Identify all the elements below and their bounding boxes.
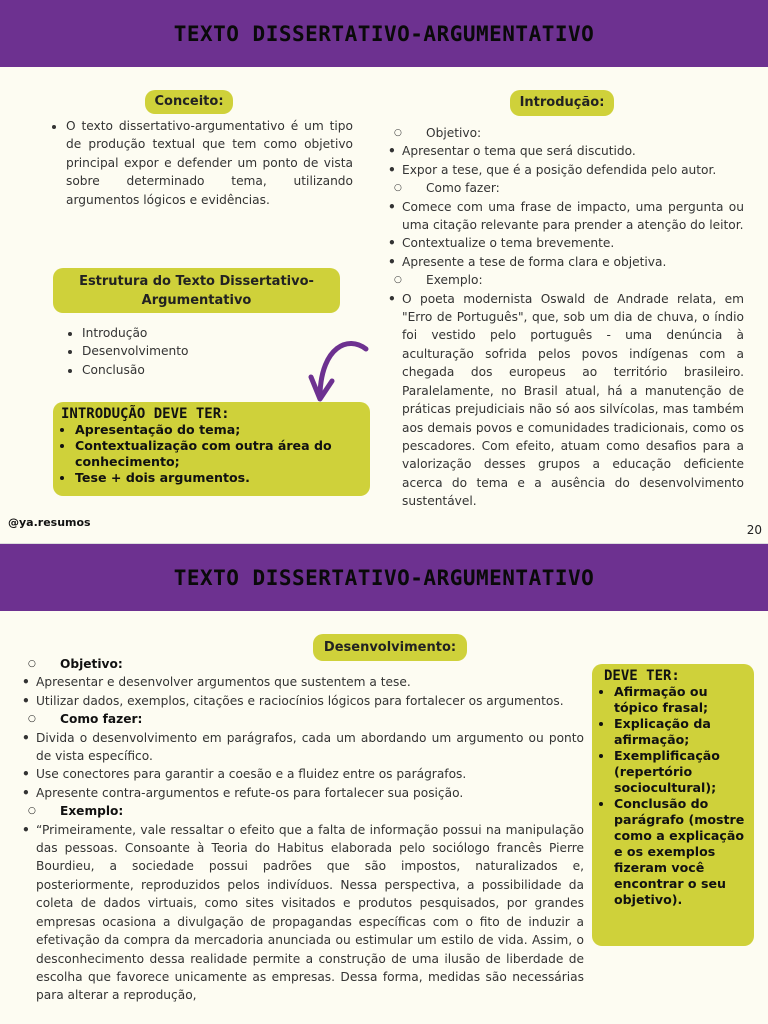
desenvolvimento-objetivo-label: ○ Objetivo:	[22, 655, 584, 673]
banner-title: TEXTO DISSERTATIVO-ARGUMENTATIVO	[173, 565, 595, 590]
desenvolvimento-como-label: ○ Como fazer:	[22, 710, 584, 728]
introducao-como-item: • Apresente a tese de forma clara e objetiva.	[388, 253, 744, 271]
estrutura-item: • Desenvolvimento	[82, 342, 282, 360]
estrutura-heading: Estrutura do Texto Dissertativo-Argumentativo	[53, 268, 340, 313]
introducao-deve-ter-item: • Apresentação do tema;	[75, 422, 362, 438]
estrutura-list	[64, 324, 282, 379]
estrutura-item: • Introdução	[82, 324, 282, 342]
page-1-banner	[0, 0, 768, 67]
introducao-exemplo-label: ○ Exemplo:	[388, 271, 744, 289]
introducao-deve-ter-item: • Tese + dois argumentos.	[75, 470, 362, 486]
introducao-como-item: • Comece com uma frase de impacto, uma pergunta ou uma citação relevante para prender a atenção do leitor.	[388, 198, 744, 235]
page-2-banner	[0, 544, 768, 611]
introducao-objetivo-item: • Apresentar o tema que será discutido.	[388, 142, 744, 160]
introducao-objetivo-item: • Expor a tese, que é a posição defendida pelo autor.	[388, 161, 744, 179]
desenvolvimento-como-item: • Divida o desenvolvimento em parágrafos, cada um abordando um argumento ou ponto de vista específico.	[22, 729, 584, 766]
deve-ter-heading: DEVE TER:	[604, 668, 680, 684]
curved-arrow-icon	[300, 335, 375, 410]
introducao-como-label: ○ Como fazer:	[388, 179, 744, 197]
introducao-objetivo-label: ○ Objetivo:	[388, 124, 744, 142]
introducao-deve-ter-list	[61, 422, 362, 486]
introducao-deve-ter-item: • Contextualização com outra área do conhecimento;	[75, 438, 362, 470]
page-2	[0, 543, 768, 1024]
desenvolvimento-objetivo-item: • Utilizar dados, exemplos, citações e raciocínios lógicos para fortalecer os argumentos.	[22, 692, 584, 710]
conceito-heading: Conceito:	[145, 90, 233, 114]
introducao-deve-ter-heading: INTRODUÇÃO DEVE TER:	[61, 406, 230, 422]
desenvolvimento-heading: Desenvolvimento:	[313, 634, 467, 661]
desenvolvimento-objetivo-item: • Apresentar e desenvolver argumentos que sustentem a tese.	[22, 673, 584, 691]
deve-ter-item: • Conclusão do parágrafo (mostre como a explicação e os exemplos fizeram você encontrar o seu objetivo).	[614, 796, 746, 908]
desenvolvimento-como-item: • Apresente contra-argumentos e refute-os para fortalecer sua posição.	[22, 784, 584, 802]
desenvolvimento-objetivo-list	[22, 673, 584, 710]
deve-ter-list	[600, 684, 746, 908]
desenvolvimento-como-item: • Use conectores para garantir a coesão e a fluidez entre os parágrafos.	[22, 765, 584, 783]
desenvolvimento-exemplo-label: ○ Exemplo:	[22, 802, 584, 820]
social-handle: @ya.resumos	[8, 516, 91, 529]
introducao-objetivo-list	[388, 142, 744, 179]
introducao-heading: Introdução:	[510, 90, 614, 116]
desenvolvimento-exemplo-text: • “Primeiramente, vale ressaltar o efeito que a falta de informação possui na manipulação das pessoas. Consoante à Teoria do Habitus elaborada pelo sociólogo francês Pierre Bourdieu, a sociedade possui padrões que são impostos, naturalizados e, posteriormente, reproduzidos pelos indivíduos. Nessa perspectiva, a possibilidade da coleta de dados virtuais, como sites visitados e produtos pesquisados, por grandes empresas ocasiona a divulgação de propagandas específicas com o fito de induzir a efetivação da compra da mercadoria anunciada ou estimular um estilo de vida. Assim, o desconhecimento dessa realidade permite a construção de uma ilusão de liberdade de escolha que favorece unicamente as empresas. Dessa forma, medidas são necessárias para alterar a reprodução,	[22, 821, 584, 1005]
introducao-exemplo-text: • O poeta modernista Oswald de Andrade relata, em "Erro de Português", que, sob um dia de chuva, o índio foi vestido pelo português - uma denúncia à aculturação sofrida pelos povos indígenas com a chegada dos europeus ao território brasileiro. Paralelamente, no Brasil atual, há a manutenção de práticas prejudiciais não só aos silvícolas, mas também aos demais povos e comunidades tradicionais, como os pescadores. Com efeito, atuam como desafios para a valorização desses grupos a educação deficiente acerca do tema e a ausência do desenvolvimento sustentável.	[388, 290, 744, 511]
deve-ter-item: • Explicação da afirmação;	[614, 716, 746, 748]
desenvolvimento-content	[22, 655, 584, 1005]
banner-title: TEXTO DISSERTATIVO-ARGUMENTATIVO	[173, 21, 595, 46]
desenvolvimento-como-list	[22, 729, 584, 803]
deve-ter-item: • Exemplificação (repertório sociocultural);	[614, 748, 746, 796]
introducao-como-item: • Contextualize o tema brevemente.	[388, 234, 744, 252]
estrutura-item: • Conclusão	[82, 361, 282, 379]
introducao-deve-ter-box	[53, 402, 370, 496]
introducao-como-list	[388, 198, 744, 272]
conceito-list	[48, 117, 353, 209]
conceito-text: • O texto dissertativo-argumentativo é um tipo de produção textual que tem como objetivo principal expor e defender um ponto de vista sobre determinado tema, utilizando argumentos lógicos e evidências.	[66, 117, 353, 209]
deve-ter-item: • Afirmação ou tópico frasal;	[614, 684, 746, 716]
deve-ter-box	[592, 664, 754, 946]
introducao-content	[388, 124, 744, 511]
page-number: 20	[746, 523, 762, 537]
